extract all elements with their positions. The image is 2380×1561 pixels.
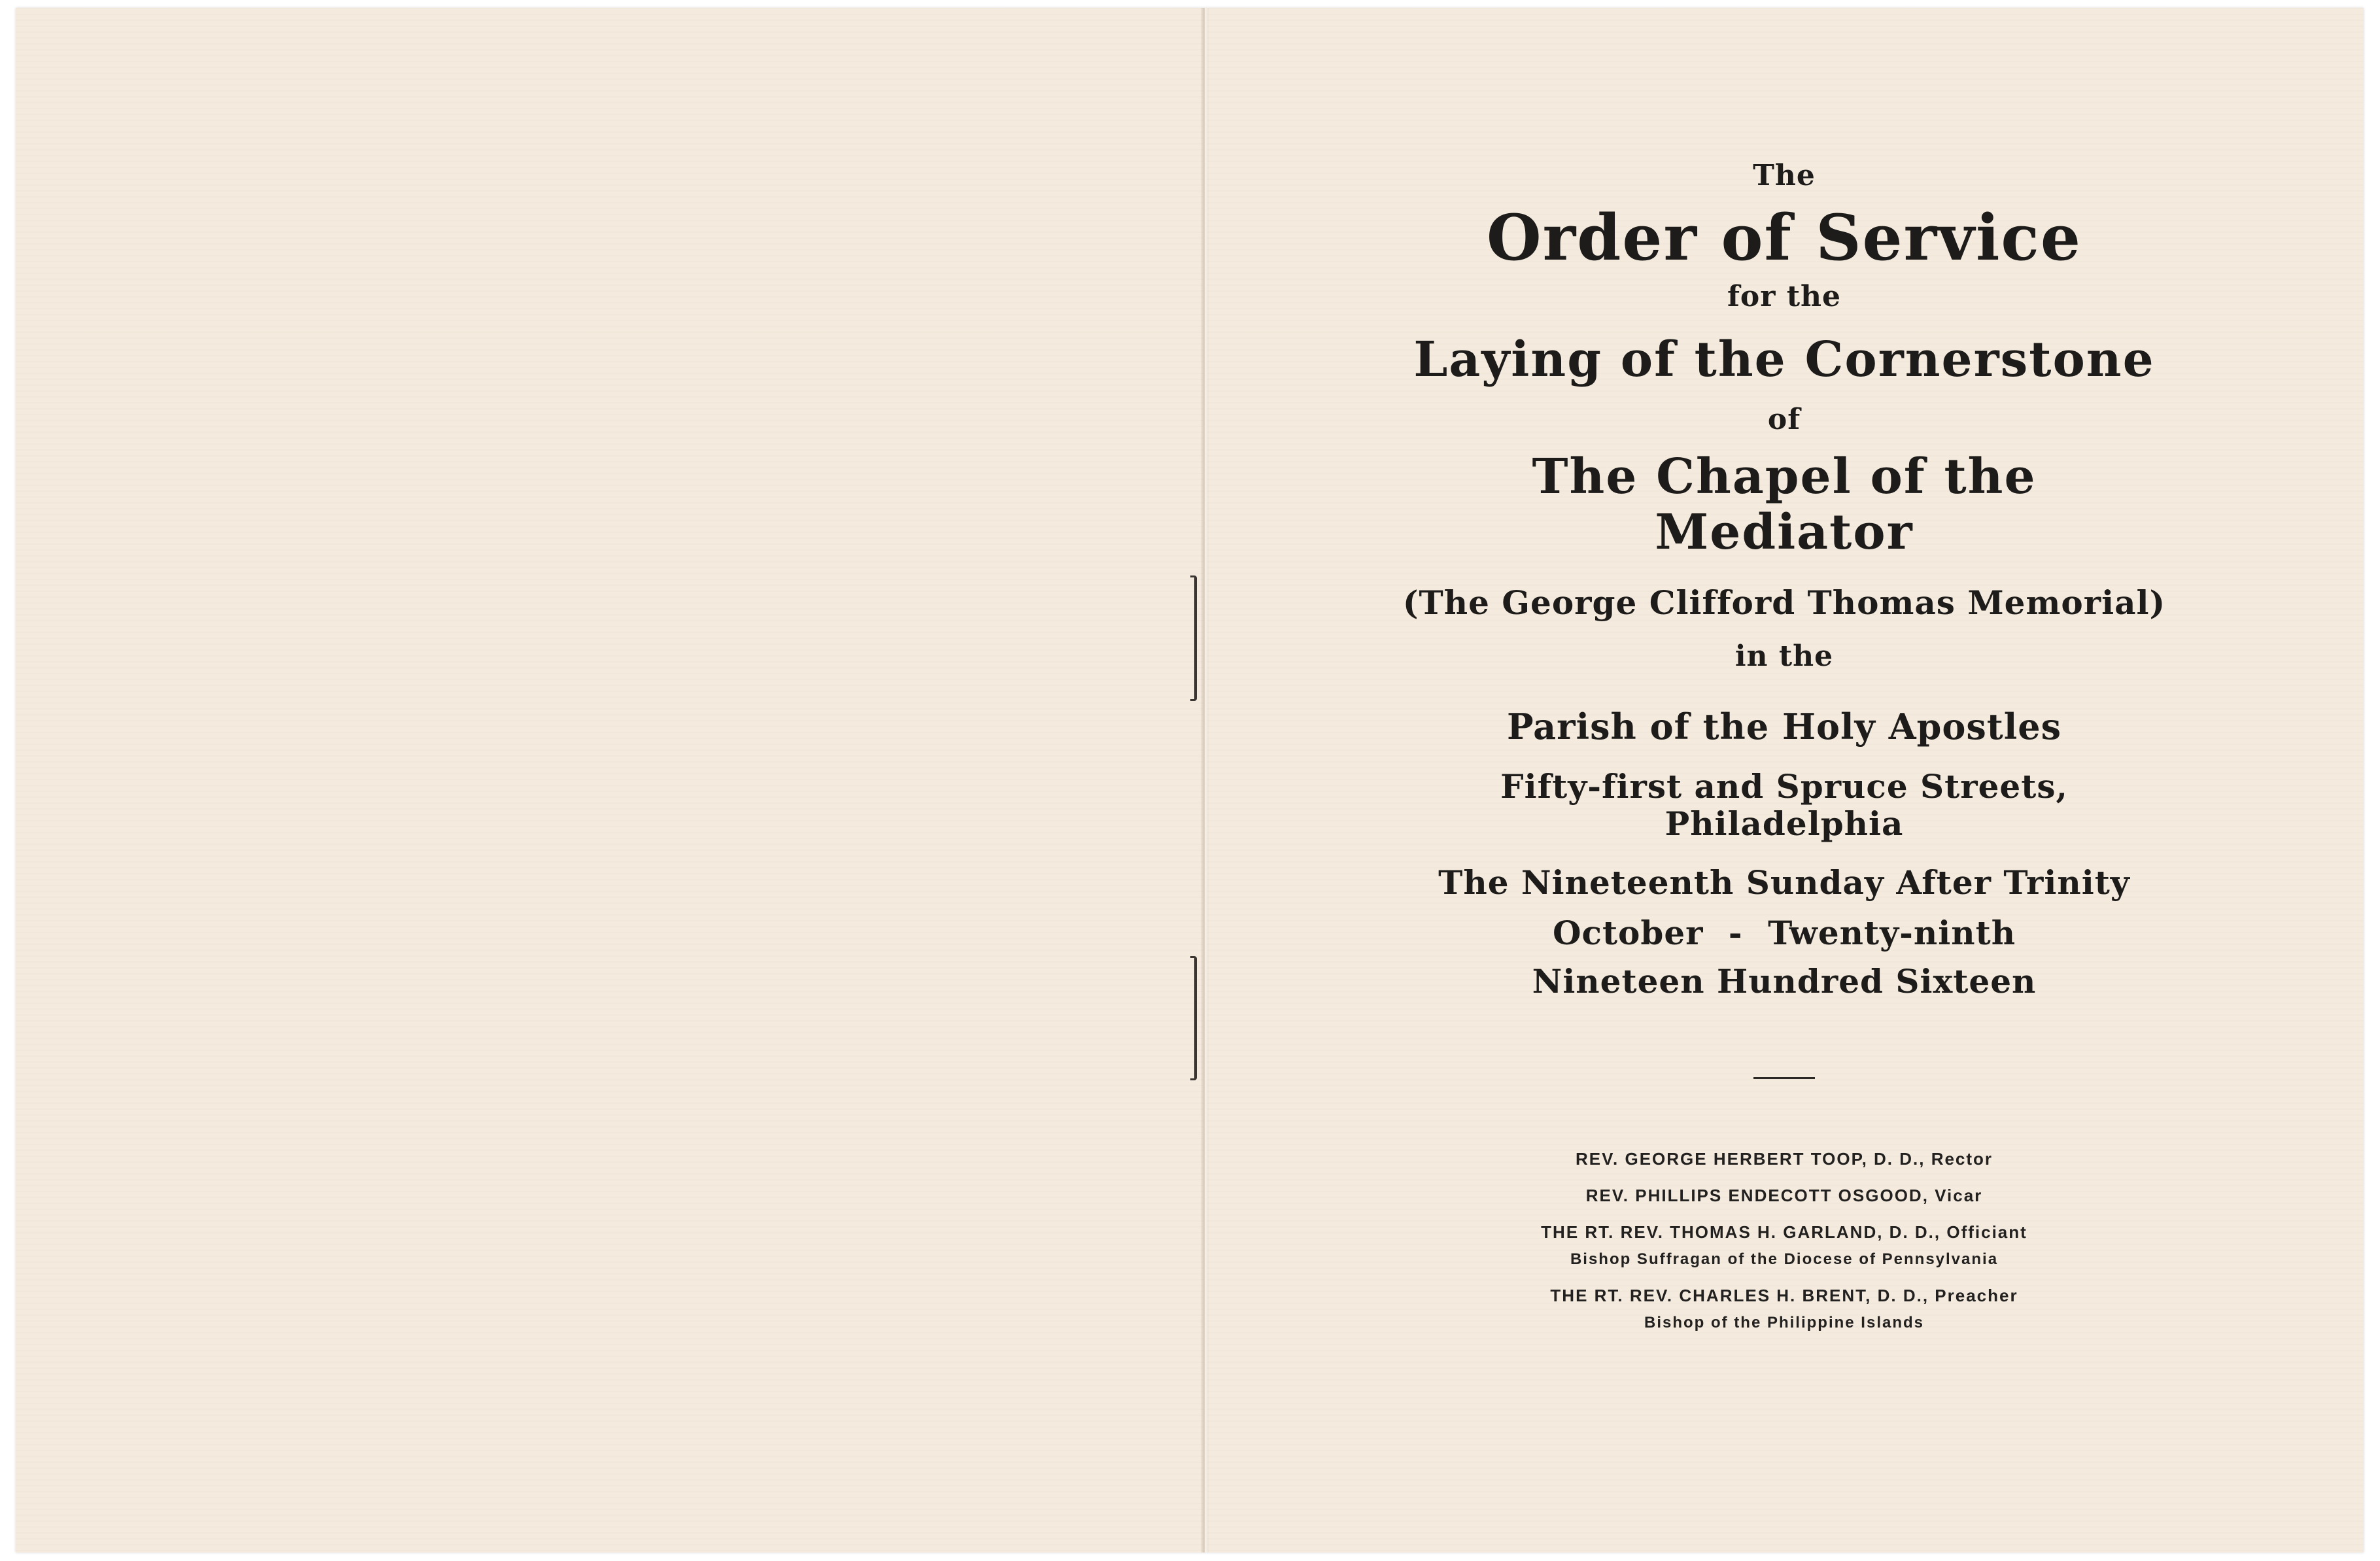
staple-top <box>1190 575 1197 701</box>
clergy-preacher-title: Bishop of the Philippine Islands <box>1644 1313 1925 1331</box>
center-fold <box>1201 8 1209 1552</box>
clergy-list <box>1398 1148 2170 1333</box>
liturgical-day: The Nineteenth Sunday After Trinity <box>1438 863 2130 902</box>
year-line: Nineteen Hundred Sixteen <box>1532 961 2037 1001</box>
memorial-line: (The George Clifford Thomas Memorial) <box>1402 583 2166 623</box>
staple-bottom <box>1190 956 1197 1080</box>
clergy-vicar: REV. PHILLIPS ENDECOTT OSGOOD, Vicar <box>1585 1185 1983 1205</box>
clergy-officiant-title: Bishop Suffragan of the Diocese of Pennsylvania <box>1570 1250 1999 1268</box>
title-page-content <box>1398 131 2170 1333</box>
clergy-officiant: THE RT. REV. THOMAS H. GARLAND, D. D., Officiant <box>1541 1222 2027 1242</box>
address-line: Fifty-first and Spruce Streets, Philadelphia <box>1500 766 2068 844</box>
clergy-rector: REV. GEORGE HERBERT TOOP, D. D., Rector <box>1575 1149 1993 1169</box>
blank-left-page <box>16 8 1203 1552</box>
chapel-name: The Chapel of the Mediator <box>1532 449 2037 561</box>
of-line: of <box>1767 402 1801 436</box>
for-the-line: for the <box>1727 279 1842 313</box>
separator-rule <box>1753 1077 1815 1079</box>
clergy-preacher: THE RT. REV. CHARLES H. BRENT, D. D., Preacher <box>1550 1285 2018 1305</box>
occasion-line: Laying of the Cornerstone <box>1413 331 2155 388</box>
date-line: October - Twenty-ninth <box>1552 914 2016 953</box>
parish-name: Parish of the Holy Apostles <box>1507 705 2061 747</box>
main-title: Order of Service <box>1487 200 2082 275</box>
in-the-line: in the <box>1734 639 1834 673</box>
title-article: The <box>1753 159 1816 192</box>
